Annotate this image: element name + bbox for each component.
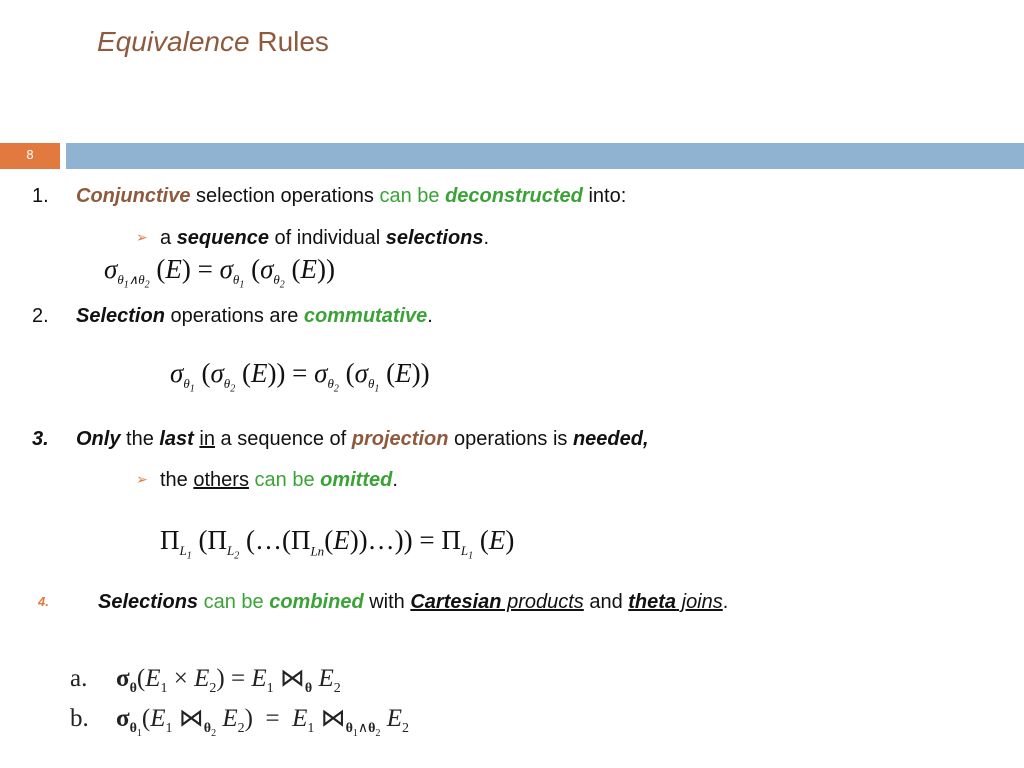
rule-number: 1. (32, 185, 49, 207)
formula-rule-4a: a. $\sigma_\theta(E_1 \times E_2) = E_1$ $⋈_\theta$ $E_2$ (70, 665, 341, 696)
rule-3: 3. Only the last in a sequence of projection operations is needed, (32, 428, 649, 450)
rule-number: 3. (32, 428, 49, 450)
rule-1: 1. Conjunctive selection operations can be deconstructed into: (32, 185, 627, 207)
header-bar (66, 143, 1024, 169)
rule-number: 4. (38, 594, 49, 609)
formula-rule-3: $\Pi_{L_1}$ ($\Pi_{L_2}$ $(\dots(\Pi_{Ln}(E))\dots)) = \Pi_{L_1}$ (E) (160, 525, 515, 562)
rule-1-bullet: ➢ a sequence of individual selections. (136, 227, 490, 249)
slide-number: 8 (0, 143, 60, 169)
rule-4: 4. Selections can be combined with Cartesian products and theta joins. (38, 591, 729, 613)
rule-number: 2. (32, 305, 49, 327)
bullet-arrow-icon: ➢ (136, 471, 148, 487)
rule-3-bullet: ➢ the others can be omitted. (136, 469, 398, 491)
formula-rule-4b: b. $\sigma_{\theta_1}(E_1$ $⋈_{\theta_2}$ $E_2) = E_1$ $⋈_{\theta_1\wedge\theta_2}$ $E_2$ (70, 705, 409, 739)
formula-rule-1: $\sigma_{\theta_1\wedge\theta_2}$ $(E) = \sigma_{\theta_1}$ ($\sigma_{\theta_2}$ (E)) (104, 254, 336, 291)
formula-rule-2: $\sigma_{\theta_1}$ ($\sigma_{\theta_2}$ $(E)) = \sigma_{\theta_2}$ ($\sigma_{\theta_1}$ (E)) (170, 358, 430, 395)
bullet-arrow-icon: ➢ (136, 229, 148, 245)
rule-2: 2. Selection operations are commutative. (32, 305, 433, 327)
slide-title: Equivalence Rules (97, 26, 329, 57)
